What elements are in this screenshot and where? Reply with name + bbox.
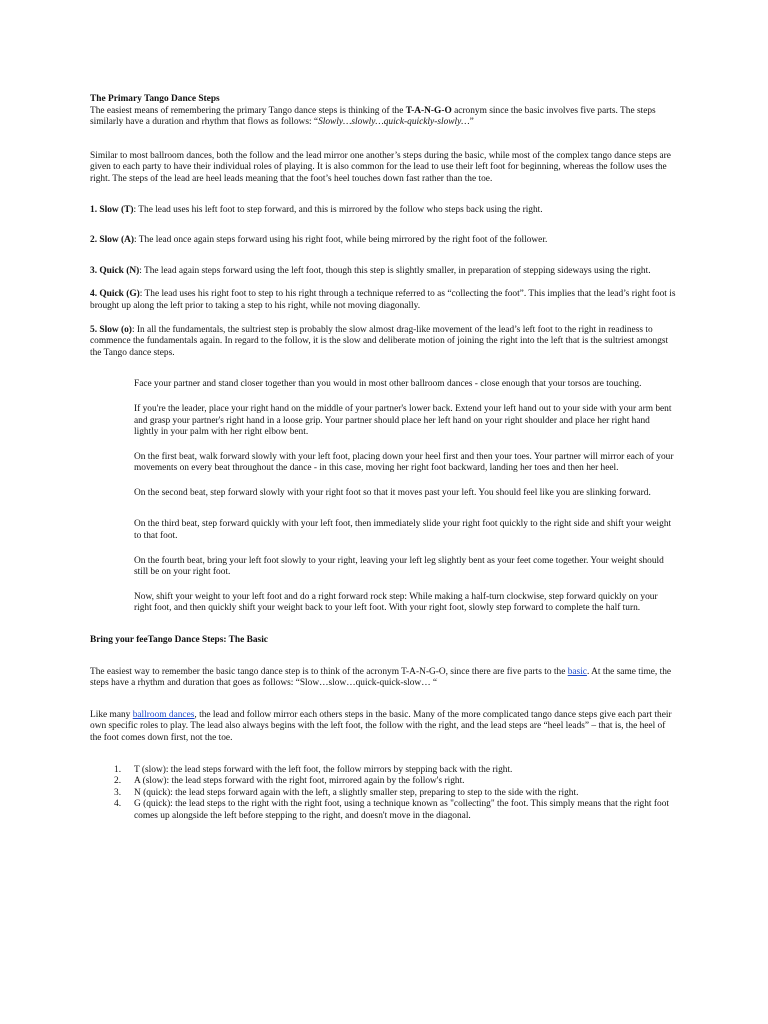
- instruction-2: If you're the leader, place your right hand on the middle of your partner's lower back. Extend your left hand out to your side with your arm bent and grasp your partner's right hand in a loose grip. Your partner should place her left hand on your right shoulder and place her right hand lightly in your palm with her right elbow bent.: [134, 403, 672, 438]
- list-item: [90, 788, 676, 800]
- list-item: [90, 799, 676, 822]
- step-1: 1. Slow (T): The lead uses his left foot to step forward, and this is mirrored by the follow who steps back using the right.: [90, 204, 543, 215]
- list-number: 1.: [114, 764, 122, 775]
- list-number: 3.: [114, 787, 122, 798]
- list-text: N (quick): the lead steps forward again with the left, a slightly smaller step, preparing to step to the side with the right.: [134, 787, 579, 798]
- list-number: 4.: [114, 799, 122, 810]
- step-name: Slow (A): [99, 235, 135, 246]
- step-text: : The lead uses his right foot to step to his right through a technique referred to as “collecting the foot”. This implies that the lead’s right foot is brought up along the left prior to taking a step to his right, while not moving diagonally.: [90, 289, 676, 311]
- rhythm-text: Slowly…slowly…quick-quickly-slowly…: [318, 117, 470, 128]
- list-text: T (slow): the lead steps forward with the left foot, the follow mirrors by stepping back with the right.: [134, 764, 513, 775]
- step-text: : In all the fundamentals, the sultriest step is probably the slow almost drag-like movement of the lead’s left foot to the right in readiness to commence the fundamentals again. In regard to the follow, it is the slow and deliberate motion of joining the right into the left that is the sultriest amongst the Tango dance steps.: [90, 324, 669, 358]
- step-name: Slow (T): [99, 204, 134, 215]
- tango-acronym: T-A-N-G-O: [405, 105, 452, 116]
- basic-paragraph-2: [90, 710, 676, 745]
- step-text: : The lead once again steps forward using his right foot, while being mirrored by the right foot of the follower.: [134, 235, 548, 246]
- instruction-1: Face your partner and stand closer together than you would in most other ballroom dances - close enough that your torsos are touching.: [134, 379, 642, 390]
- section-title-primary-steps: The Primary Tango Dance Steps: [90, 94, 220, 104]
- ballroom-dances-link[interactable]: ballroom dances: [132, 709, 195, 720]
- list-item: [90, 765, 676, 777]
- section-title-basic: Bring your feeTango Dance Steps: The Basic: [90, 635, 268, 646]
- step-number: 1: [90, 204, 95, 215]
- basic-paragraph-1: [90, 667, 676, 690]
- tango-steps-list: [90, 765, 676, 823]
- intro-text-c: ”: [469, 117, 474, 128]
- step-text: : The lead uses his left foot to step forward, and this is mirrored by the follow who steps back using the right.: [133, 204, 543, 215]
- step-text: : The lead again steps forward using the left foot, though this step is slightly smaller, in preparation of stepping sideways using the right.: [139, 265, 651, 276]
- instruction-7: Now, shift your weight to your left foot and do a right forward rock step: While making a half-turn clockwise, step forward quickly on your right foot, and then quickly shift your weight back to your left foot. With your right foot, slowly step forward to complete the half turn.: [134, 591, 658, 614]
- step-3: 3. Quick (N): The lead again steps forward using the left foot, though this step is slightly smaller, in preparation of stepping sideways using the right.: [90, 265, 651, 276]
- mirror-paragraph: Similar to most ballroom dances, both the follow and the lead mirror one another’s steps during the basic, while most of the complex tango dance steps are given to each party to have their individual roles of playing. It is also common for the lead to use their left foot for beginning, whereas the follow uses the right. The steps of the lead are heel leads meaning that the foot’s heel touches down fast rather than the toe.: [90, 150, 671, 184]
- step-name: Quick (N): [99, 265, 140, 276]
- ballroom-text-b: , the lead and follow mirror each others steps in the basic. Many of the more complicated tango dance steps give each part their own specific roles to play. The lead also always begins with the left foot, the follow with the right, and the lead steps are “heel leads” – that is, the heel of the foot comes down first, not the toe.: [90, 709, 672, 743]
- basic-text-a: The easiest way to remember the basic tango dance step is to think of the acronym T-A-N-G-O, since there are five parts to the: [90, 666, 568, 677]
- step-number: 2: [90, 235, 95, 246]
- list-number: 2.: [114, 776, 122, 787]
- basic-link[interactable]: basic: [567, 666, 587, 677]
- intro-text-b: acronym since the basic involves five parts. The steps similarly have a duration and rhythm that flows as follows: “: [90, 105, 656, 128]
- instruction-5: On the third beat, step forward quickly with your left foot, then immediately slide your right foot quickly to the right side and shift your weight to that foot.: [134, 519, 672, 542]
- list-text: G (quick): the lead steps to the right with the right foot, using a technique known as "collecting" the foot. This simply means that the right foot comes up alongside the left before stepping to the right, and doesn't move in the diagonal.: [134, 799, 669, 821]
- step-name: Slow (o): [99, 324, 132, 335]
- list-item: [90, 776, 676, 788]
- instruction-6: On the fourth beat, bring your left foot slowly to your right, leaving your left leg slightly bent as your feet come together. Your weight should still be on your right foot.: [134, 555, 664, 578]
- step-number: 5: [90, 324, 95, 335]
- intro-text-a: The easiest means of remembering the primary Tango dance steps is thinking of the: [90, 105, 406, 116]
- step-2: 2. Slow (A): The lead once again steps forward using his right foot, while being mirrored by the right foot of the follower.: [90, 235, 548, 246]
- step-5: 5. Slow (o): In all the fundamentals, the sultriest step is probably the slow almost drag-like movement of the lead’s left foot to the right in readiness to commence the fundamentals again. In regard to the follow, it is the slow and deliberate motion of joining the right into the left that is the sultriest amongst the Tango dance steps.: [90, 324, 669, 358]
- step-4: 4. Quick (G): The lead uses his right foot to step to his right through a technique referred to as “collecting the foot”. This implies that the lead’s right foot is brought up along the left prior to taking a step to his right, while not moving diagonally.: [90, 289, 676, 311]
- intro-paragraph: [90, 106, 676, 129]
- basic-text-b: . At the same time, the steps have a rhythm and duration that goes as follows: “Slow…slow…quick-quick-slow… “: [90, 666, 672, 689]
- instruction-3: On the first beat, walk forward slowly with your left foot, placing down your heel first and then your toes. Your partner will mirror each of your movements on every beat throughout the dance - in this case, moving her right foot backward, landing her toes and then her heel.: [134, 451, 674, 474]
- list-text: A (slow): the lead steps forward with the right foot, mirrored again by the follow's right.: [134, 776, 465, 787]
- ballroom-text-a: Like many: [90, 709, 133, 720]
- step-number: 3: [90, 265, 95, 276]
- instruction-4: On the second beat, step forward slowly with your right foot so that it moves past your left. You should feel like you are slinking forward.: [134, 487, 651, 498]
- document-content: [90, 94, 676, 823]
- step-number: 4: [90, 289, 95, 300]
- step-name: Quick (G): [99, 289, 140, 300]
